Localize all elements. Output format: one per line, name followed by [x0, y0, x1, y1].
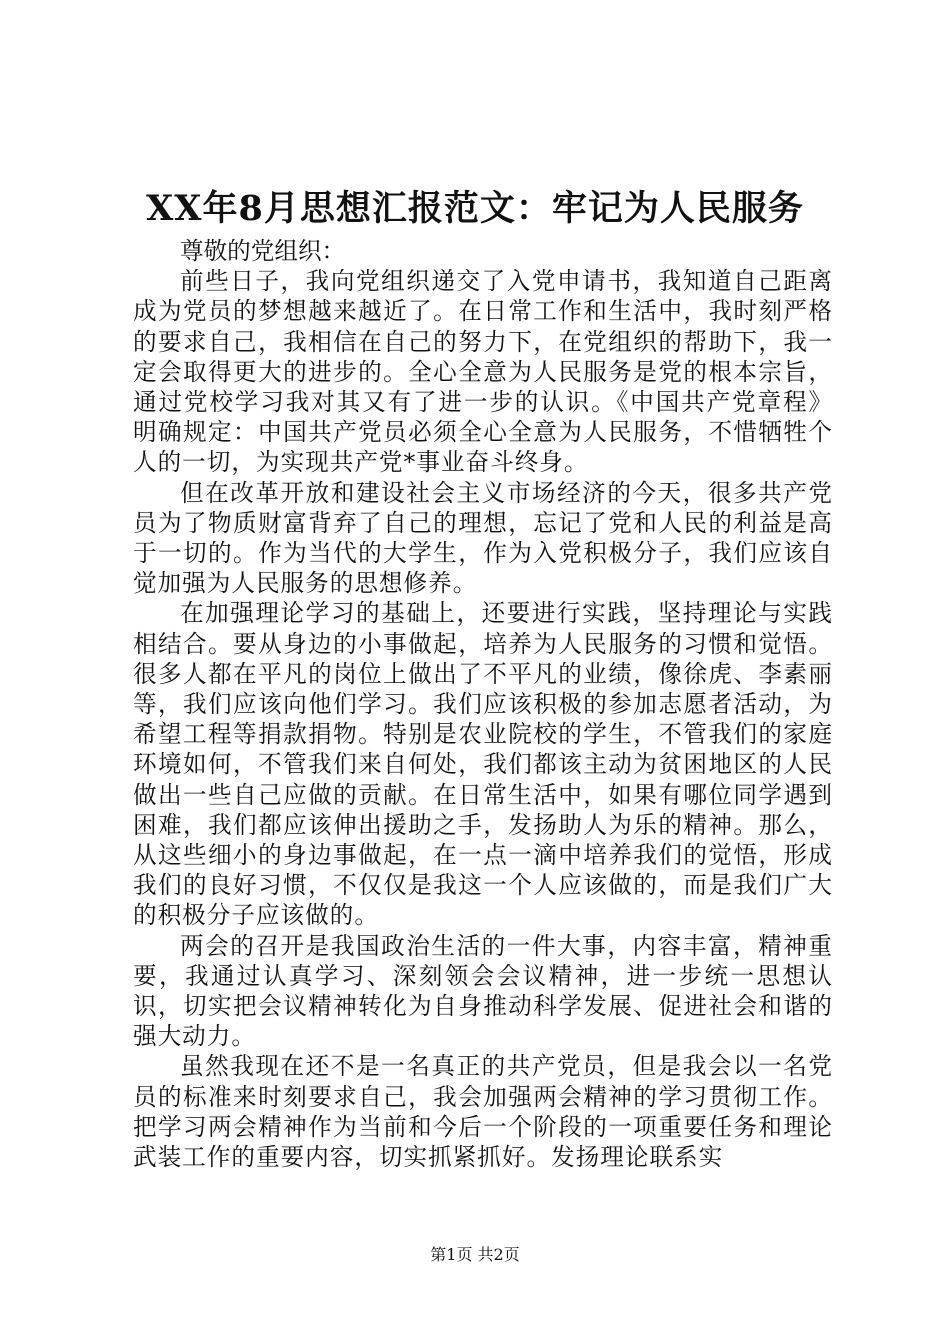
paragraph-2: 但在改革开放和建设社会主义市场经济的今天，很多共产党员为了物质财富背弃了自己的理想，忘记了党和人民的利益是高于一切的。作为当代的大学生，作为入党积极分子，我们应该自觉加强为人民服务的思想修养。 [133, 478, 833, 598]
document-title: XX年8月思想汇报范文：牢记为人民服务 [146, 188, 804, 229]
paragraph-3: 在加强理论学习的基础上，还要进行实践，坚持理论与实践相结合。要从身边的小事做起，培养为人民服务的习惯和觉悟。很多人都在平凡的岗位上做出了不平凡的业绩，像徐虎、李素丽等，我们应该向他们学习。我们应该积极的参加志愿者活动，为希望工程等捐款捐物。特别是农业院校的学生，不管我们的家庭环境如何，不管我们来自何处，我们都该主动为贫困地区的人民做出一些自己应做的贡献。在日常生活中，如果有哪位同学遇到困难，我们都应该伸出援助之手，发扬助人为乐的精神。那么，从这些细小的身边事做起，在一点一滴中培养我们的觉悟，形成我们的良好习惯，不仅仅是我这一个人应该做的，而是我们广大的积极分子应该做的。 [133, 599, 833, 930]
document-body [133, 236, 833, 1172]
paragraph-1: 前些日子，我向党组织递交了入党申请书，我知道自己距离成为党员的梦想越来越近了。在日常工作和生活中，我时刻严格的要求自己，我相信在自己的努力下，在党组织的帮助下，我一定会取得更大的进步的。全心全意为人民服务是党的根本宗旨，通过党校学习我对其又有了进一步的认识。《中国共产党章程》明确规定：中国共产党员必须全心全意为人民服务，不惜牺牲个人的一切，为实现共产党*事业奋斗终身。 [133, 267, 833, 477]
salutation: 尊敬的党组织： [180, 237, 346, 265]
paragraph-5: 虽然我现在还不是一名真正的共产党员，但是我会以一名党员的标准来时刻要求自己，我会加强两会精神的学习贯彻工作。把学习两会精神作为当前和今后一个阶段的一项重要任务和理论武装工作的重要内容，切实抓紧抓好。发扬理论联系实 [133, 1052, 833, 1172]
page-footer: 第1页 共2页 [430, 1245, 520, 1264]
paragraph-4: 两会的召开是我国政治生活的一件大事，内容丰富，精神重要，我通过认真学习、深刻领会会议精神，进一步统一思想认识，切实把会议精神转化为自身推动科学发展、促进社会和谐的强大动力。 [133, 931, 833, 1051]
